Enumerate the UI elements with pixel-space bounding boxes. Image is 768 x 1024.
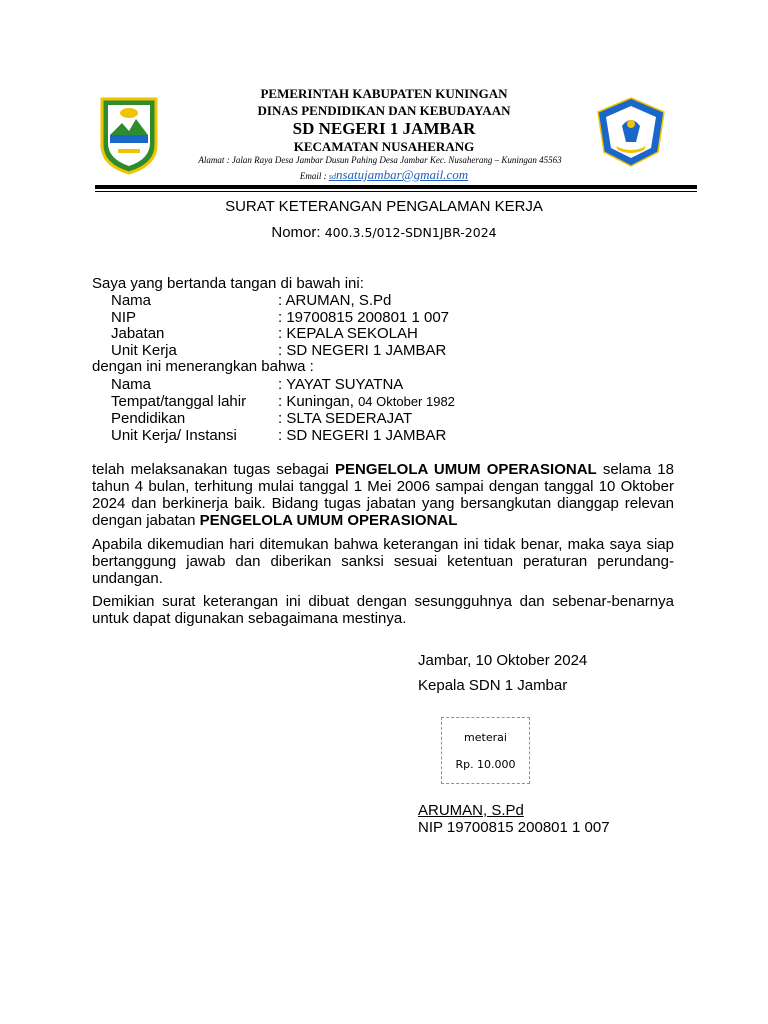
place-date: Jambar, 10 Oktober 2024 <box>418 652 588 669</box>
body-paragraph-1 <box>92 461 674 529</box>
signer-position: Kepala SDN 1 Jambar <box>418 677 568 694</box>
subject-unit-value: : SD NEGERI 1 JAMBAR <box>278 427 447 444</box>
p1-text-a: telah melaksanakan tugas sebagai <box>92 461 335 478</box>
email-label: Email : <box>299 171 329 181</box>
meterai-label: meterai <box>464 731 507 744</box>
document-number <box>0 224 768 241</box>
letterhead-school-name: SD NEGERI 1 JAMBAR <box>292 119 476 138</box>
signatory-name-value: : ARUMAN, S.Pd <box>278 292 392 309</box>
intro-text: Saya yang bertanda tangan di bawah ini: <box>92 275 364 292</box>
meterai-stamp-box <box>441 717 530 784</box>
signer-name: ARUMAN, S.Pd <box>418 802 524 819</box>
subject-birth-date: 04 Oktober 1982 <box>358 394 455 409</box>
subject-education-label: Pendidikan <box>111 410 186 427</box>
signatory-position-label: Jabatan <box>111 325 165 342</box>
subject-unit-label: Unit Kerja/ Instansi <box>111 427 237 444</box>
body-paragraph-3: Demikian surat keterangan ini dibuat dengan sesungguhnya dan sebenar-benarnya untuk dapat digunakan sebagaimana mestinya. <box>92 593 674 627</box>
nomor-value: 400.3.5/012-SDN1JBR-2024 <box>324 225 497 240</box>
meterai-value: Rp. 10.000 <box>455 758 516 771</box>
email-link[interactable] <box>329 167 468 182</box>
email-prefix: sd <box>328 172 336 181</box>
subject-name-label: Nama <box>111 376 152 393</box>
signatory-nip-value: : 19700815 200801 1 007 <box>278 309 449 326</box>
p1-position-bold: PENGELOLA UMUM OPERASIONAL <box>335 461 597 478</box>
signatory-unit-value: : SD NEGERI 1 JAMBAR <box>278 342 447 359</box>
body-paragraph-2: Apabila dikemudian hari ditemukan bahwa keterangan ini tidak benar, maka saya siap bertanggung jawab dan diberikan sanksi sesuai ketentuan peraturan perundang- undangan. <box>92 536 674 587</box>
signatory-name-label: Nama <box>111 292 152 309</box>
letterhead-address: Alamat : Jalan Raya Desa Jambar Dusun Pahing Desa Jambar Kec. Nusaherang – Kuningan 45563 <box>198 155 562 165</box>
subject-birth-label: Tempat/tanggal lahir <box>111 393 247 410</box>
signatory-unit-label: Unit Kerja <box>111 342 177 359</box>
letterhead-district: KECAMATAN NUSAHERANG <box>293 139 475 154</box>
signer-nip: NIP 19700815 200801 1 007 <box>418 819 610 836</box>
states-text: dengan ini menerangkan bahwa : <box>92 358 314 375</box>
letterhead-divider-thick <box>95 185 697 189</box>
letterhead-department: DINAS PENDIDIKAN DAN KEBUDAYAAN <box>257 103 511 118</box>
subject-name-value: : YAYAT SUYATNA <box>278 376 404 393</box>
signatory-position-value: : KEPALA SEKOLAH <box>278 325 418 342</box>
letterhead-email <box>0 167 768 183</box>
p1-position-bold-2: PENGELOLA UMUM OPERASIONAL <box>199 512 458 529</box>
subject-birth-place: : Kuningan, <box>278 393 359 410</box>
signatory-nip-label: NIP <box>111 309 137 326</box>
subject-birth-value <box>278 393 455 410</box>
email-address: nsatujambar@gmail.com <box>335 167 469 182</box>
subject-education-value: : SLTA SEDERAJAT <box>278 410 413 427</box>
letterhead-government: PEMERINTAH KABUPATEN KUNINGAN <box>260 86 508 101</box>
nomor-label: Nomor: <box>271 224 325 241</box>
letterhead-divider-thin <box>95 191 697 192</box>
p1-text-b: selama 18 tahun 4 bulan, terhitung mulai tanggal 1 Mei 2006 sampai dengan tanggal 10 Oktober 2024 dan berkinerja baik. Bidang tugas jabatan yang bersangkutan dianggap relevan dengan jabatan <box>92 461 674 529</box>
document-title: SURAT KETERANGAN PENGALAMAN KERJA <box>225 198 543 215</box>
